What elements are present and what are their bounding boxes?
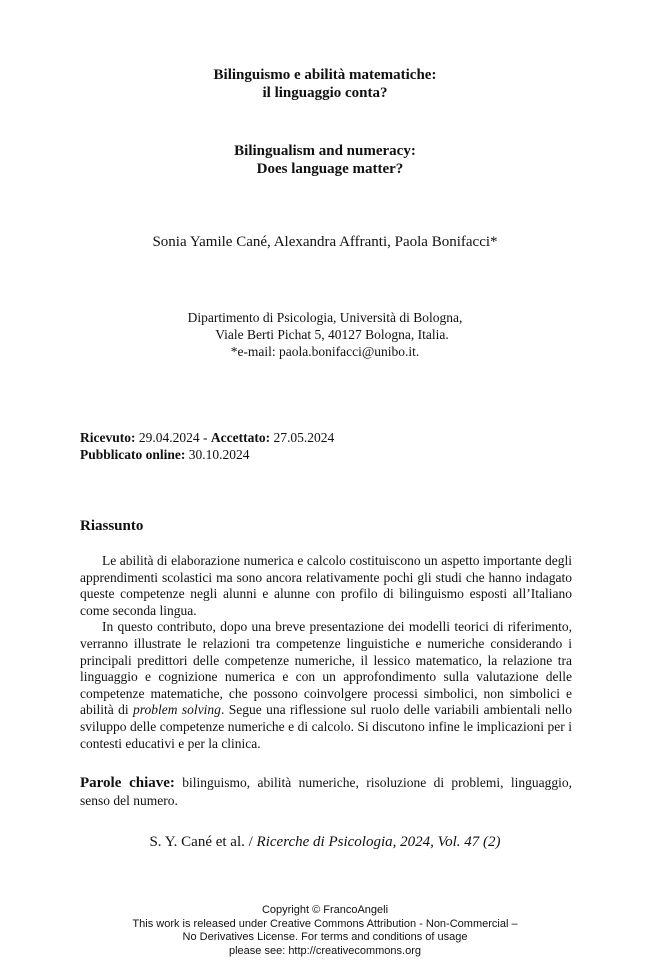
footer-license-link: please see: http://creativecommons.org — [229, 944, 421, 957]
title-italian-line1: Bilinguismo e abilità matematiche: — [213, 67, 437, 83]
keywords-text: bilinguismo, abilità numeriche, risoluzione di problemi, linguaggio, senso del numero. — [80, 775, 573, 808]
abstract-paragraph-2-text: In questo contributo, dopo una breve presentazione dei modelli teorici di riferimento, verranno illustrate le relazioni tra competenze linguistiche e numeriche considerando i principali predittori delle competenze numeriche, il lessico matematico, la relazione tra linguaggio e cognizione numerica e con un approfondimento sulla valutazione delle competenze matematiche, che possono coinvolgere processi simbolici, non simbolici e abilità di — [80, 619, 572, 718]
published-label: Pubblicato online: — [80, 447, 186, 462]
keywords-label: Parole chiave: — [80, 775, 175, 791]
affiliation — [0, 309, 650, 360]
abstract-heading: Riassunto — [80, 518, 144, 534]
license-footer — [0, 904, 650, 958]
published-value: 30.10.2024 — [188, 447, 250, 462]
footer-copyright: Copyright © FrancoAngeli — [261, 904, 389, 916]
dates-line2 — [80, 446, 580, 463]
received-label: Ricevuto: — [80, 430, 136, 445]
title-italian — [0, 66, 650, 102]
dates-line1 — [80, 429, 580, 446]
title-english-line1: Bilingualism and numeracy: — [234, 143, 416, 159]
title-english-line2: Does language matter? — [256, 161, 404, 177]
received-value: 29.04.2024 — [138, 430, 200, 445]
affiliation-email: *e-mail: paola.bonifacci@unibo.it. — [230, 344, 420, 359]
footer-license-line2: No Derivatives License. For terms and conditions of usage — [182, 931, 468, 943]
abstract-paragraph-1: Le abilità di elaborazione numerica e calcolo costituiscono un aspetto importante degli apprendimenti scolastici ma sono ancora relativamente pochi gli studi che hanno indagato queste competenze negli alunni e alunne con profilo di bilinguismo esposti all’Italiano come seconda lingua. — [80, 553, 572, 618]
abstract-italic-term: problem solving — [133, 702, 221, 718]
keywords-block — [80, 774, 572, 809]
affiliation-line2: Viale Berti Pichat 5, 40127 Bologna, Italia. — [215, 327, 449, 342]
citation-line — [0, 833, 650, 851]
citation-authors: S. Y. Cané et al. / — [149, 834, 253, 850]
authors: Sonia Yamile Cané, Alexandra Affranti, Paola Bonifacci* — [152, 234, 498, 250]
accepted-value: 27.05.2024 — [273, 430, 335, 445]
dates-block — [80, 429, 580, 463]
citation-journal: Ricerche di Psicologia, 2024, Vol. 47 (2) — [256, 834, 501, 850]
title-italian-line2: il linguaggio conta? — [262, 85, 388, 101]
affiliation-line1: Dipartimento di Psicologia, Università di Bologna, — [187, 310, 463, 325]
footer-license-line1: This work is released under Creative Commons Attribution - Non-Commercial – — [132, 917, 518, 930]
abstract-body — [80, 553, 572, 752]
abstract-paragraph-2 — [80, 619, 572, 752]
title-english — [0, 142, 650, 178]
accepted-label: Accettato: — [210, 430, 271, 445]
abstract-paragraph-2-rest: . Segue una riflessione sul ruolo delle variabili ambientali nello sviluppo delle competenze numeriche e di calcolo. Si discutono infine le implicazioni per i contesti educativi e per la clinica. — [80, 702, 572, 751]
dates-separator: - — [202, 430, 208, 445]
